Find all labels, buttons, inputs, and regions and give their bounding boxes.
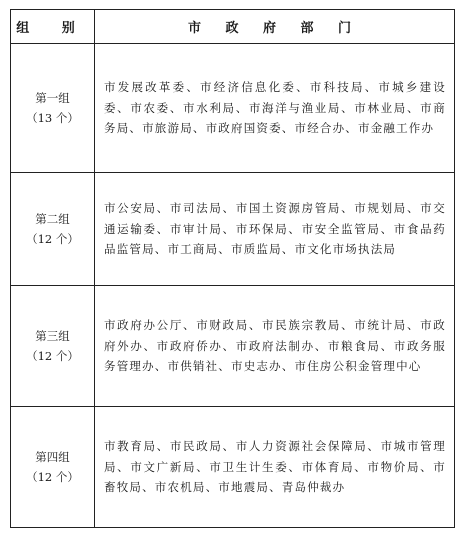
group-cell [11, 407, 95, 528]
departments-cell: 市公安局、市司法局、市国土资源房管局、市规划局、市交通运输委、市审计局、市环保局、市安全监管局、市食品药品监管局、市工商局、市质监局、市文化市场执法局 [95, 173, 455, 286]
departments-cell: 市教育局、市民政局、市人力资源社会保障局、市城市管理局、市文广新局、市卫生计生委、市体育局、市物价局、市畜牧局、市农机局、市地震局、青岛仲裁办 [95, 407, 455, 528]
group-name: 第四组 [35, 450, 70, 464]
group-count: （12 个） [26, 232, 79, 246]
group-name: 第二组 [35, 212, 70, 226]
table-row [11, 286, 455, 407]
group-cell [11, 286, 95, 407]
group-cell [11, 173, 95, 286]
department-grouping-table [10, 9, 455, 528]
departments-cell: 市发展改革委、市经济信息化委、市科技局、市城乡建设委、市农委、市水利局、市海洋与渔业局、市林业局、市商务局、市旅游局、市政府国资委、市经合办、市金融工作办 [95, 44, 455, 173]
group-count: （13 个） [26, 111, 79, 125]
departments-cell: 市政府办公厅、市财政局、市民族宗教局、市统计局、市政府外办、市政府侨办、市政府法制办、市粮食局、市政务服务管理办、市供销社、市史志办、市住房公积金管理中心 [95, 286, 455, 407]
group-count: （12 个） [26, 349, 79, 363]
header-departments: 市 政 府 部 门 [95, 10, 455, 44]
table-row [11, 44, 455, 173]
group-count: （12 个） [26, 470, 79, 484]
header-group: 组 别 [11, 10, 95, 44]
table-row [11, 407, 455, 528]
group-name: 第一组 [35, 91, 70, 105]
group-cell [11, 44, 95, 173]
group-name: 第三组 [35, 329, 70, 343]
table-header-row [11, 10, 455, 44]
table-row [11, 173, 455, 286]
